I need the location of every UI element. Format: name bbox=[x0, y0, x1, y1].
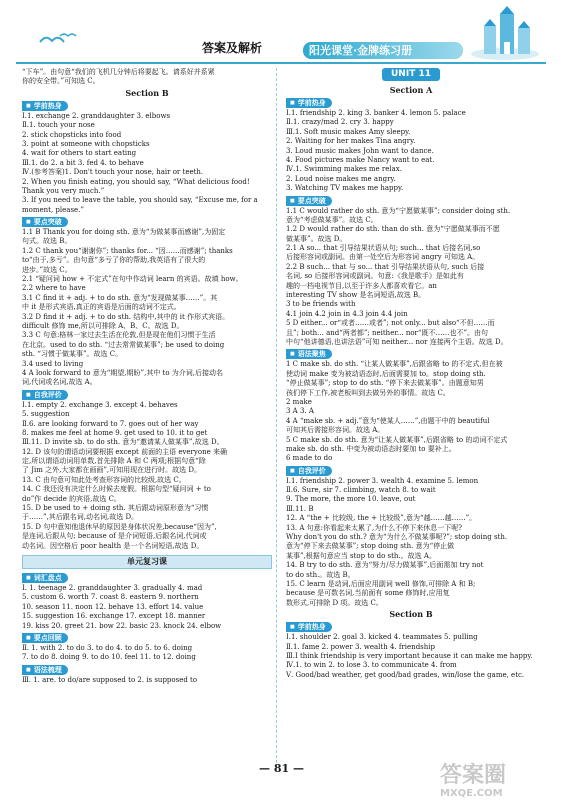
answer-line: 意为“停下来去做某事”; stop doing sth. 意为“停止做 bbox=[286, 542, 455, 551]
answer-line: Thank you very much.” bbox=[22, 186, 105, 195]
subsection-title: Section A bbox=[389, 85, 433, 95]
answer-line: 于……”,其后跟名词,动名词,故选 D。 bbox=[22, 513, 139, 522]
answer-line: 3 to be friends with bbox=[286, 300, 356, 309]
header-brand: 阳光课堂·金牌练习册 bbox=[303, 42, 463, 59]
answer-line: 1 C make sb. do sth. “让某人做某事”,后跟省略 to 的不定式,但在被 bbox=[286, 360, 503, 369]
answer-line: 1.2 C thank you“谢谢你”; thanks for... “因……而感谢”; thanks bbox=[22, 246, 233, 255]
header-rule bbox=[16, 62, 546, 64]
answer-line: Ⅲ. 1. are. to do/are supposed to 2. is supposed to bbox=[22, 675, 198, 684]
answer-line: 意为“考虑做某事”。故选 C。 bbox=[286, 215, 378, 224]
answer-line: 13. C 由句意可知此处考查形容词的比较级,故选 C。 bbox=[22, 475, 186, 484]
answer-line: 14. C 我还没有决定什么时候去度假。根据句型“疑问词 + to bbox=[22, 485, 211, 494]
answer-line: because 是可数名词,当前面有 some 修饰时,应用复 bbox=[286, 589, 450, 598]
answer-line: Ⅲ.1. Soft music makes Amy sleepy. bbox=[286, 127, 411, 136]
answer-line: Ⅰ.1. friendship 2. king 3. banker 4. lemon 5. palace bbox=[286, 109, 466, 117]
answer-line: 3.3 C 句意:格林一家过去生活在伦敦,但是现在他们习惯于生活 bbox=[22, 331, 216, 340]
answer-line: make sb. do sth. 中变为被动语态时要加 to 要补上。 bbox=[286, 444, 456, 453]
answer-line: 动名词。因空格后 poor health 是一个名词短语,故选 D。 bbox=[22, 541, 204, 550]
answer-line: 且”; both... and“两者都”; neither... nor“既不……也不”。由句 bbox=[286, 328, 489, 337]
answer-line: 12. A “the + 比较级, the + 比较级”,意为“越……越……”。 bbox=[286, 514, 477, 523]
answer-line: 4. Food pictures make Nancy want to eat. bbox=[286, 155, 435, 164]
answer-line: Ⅲ.1. do 2. a bit 3. fed 4. to behave bbox=[22, 158, 144, 167]
subsection-title: Section B bbox=[125, 87, 169, 98]
unit-title bbox=[286, 68, 536, 84]
answer-line: 后接形容词或副词。由第一处空后为形容词 angry 可知选 A。 bbox=[286, 253, 480, 262]
answer-line: 7. to do 8. doing 9. to do 10. feel 11. to 12. doing bbox=[22, 653, 196, 662]
answer-line: 做某事”。故选 D。 bbox=[286, 234, 347, 243]
answer-line: 3. Watching TV makes me happy. bbox=[286, 184, 404, 193]
answer-line: Ⅲ.I think friendship is very important because it can make me happy. bbox=[286, 651, 533, 660]
section-tag bbox=[22, 664, 272, 676]
section-tag-label: ■ 要点突破 bbox=[286, 196, 332, 206]
answer-line: 句式。故选 B。 bbox=[22, 237, 72, 246]
header-title: 答案及解析 bbox=[202, 41, 263, 55]
answer-line: Ⅳ.1. to win 2. to lose 3. to communicate 4. from bbox=[286, 661, 457, 670]
answer-line: 2.2 where to have bbox=[22, 284, 86, 293]
answer-line: 2. stick chopsticks into food bbox=[22, 130, 122, 139]
answer-line: difficult 修饰 me,所以可排除 A、B、C。故选 D。 bbox=[22, 321, 184, 330]
answer-line: do”作 decide 的宾语,故选 C。 bbox=[22, 494, 121, 503]
answer-line: Ⅰ. 1. teenage 2. granddaughter 3. gradually 4. mad bbox=[22, 583, 203, 592]
answer-line: Ⅰ.1. shoulder 2. goal 3. kicked 4. teammates 5. pulling bbox=[286, 633, 478, 642]
answer-line: 13. A 句意:你看起来太累了,为什么不停下来休息一下呢? bbox=[286, 523, 462, 532]
answer-line: 中句“他讲德语,也讲法语”可知 neither... nor 连接两个主语。故选 D。 bbox=[286, 337, 508, 346]
column-divider bbox=[276, 68, 277, 763]
answer-line: 15. D be used to + doing sth. 其后跟动词原形意为“习惯 bbox=[22, 504, 209, 513]
answer-line: Ⅱ.1. fame 2. power 3. wealth 4. friendship bbox=[286, 642, 435, 651]
answer-line: interesting TV show 是名词短语,故选 B。 bbox=[286, 291, 426, 300]
answer-line: Ⅱ.6. are looking forward to 7. goes out of her way bbox=[22, 419, 199, 428]
section-tag-label: ■ 学前热身 bbox=[22, 101, 68, 111]
answer-line: 15. D 句中意知他退休早的原因是身体状况差,because“因为”, bbox=[22, 522, 217, 531]
answer-line: 19. kiss 20. greet 21. bow 22. basic 23. knock 24. elbow bbox=[22, 621, 222, 630]
watermark-main: 答案圈 bbox=[440, 763, 507, 788]
section-tag bbox=[22, 389, 272, 401]
watermark-url: MXQE.COM bbox=[440, 788, 503, 799]
answer-line: 15. suggestion 16. exchange 17. except 18. manner bbox=[22, 612, 206, 621]
answer-line: 2. When you finish eating, you should say, “What delicious food! bbox=[22, 177, 250, 186]
section-tag bbox=[286, 195, 536, 207]
section-tag bbox=[22, 216, 272, 228]
answer-line: Ⅱ. 1. with 2. to do 3. to do 4. to do 5. to 6. doing bbox=[22, 643, 193, 652]
section-tag bbox=[286, 621, 536, 633]
answer-line: 1.2 D would rather do sth. than do sth. 意为“宁愿做某事而不愿 bbox=[286, 225, 500, 234]
answer-line: 2. Waiting for her makes Tina angry. bbox=[286, 137, 416, 146]
left-column bbox=[22, 68, 272, 685]
answer-line: 4 A look forward to 意为“期望,期盼”,其中 to 为介词,后接动名 bbox=[22, 368, 224, 377]
answer-line: 趣的一档电视节目,以至于许多人都喜欢看它。an bbox=[286, 281, 437, 290]
section-tag bbox=[22, 572, 272, 584]
right-column bbox=[286, 68, 536, 680]
answer-line: Ⅱ.1. crazy/mad 2. cry 3. happy bbox=[286, 118, 394, 127]
answer-line: 3.1 C find it + adj. + to do sth. 意为“发现做某事……”。其 bbox=[22, 293, 218, 302]
answer-line: to“由于,多亏”。由句意“多亏了你的帮助,我英语有了很大的 bbox=[22, 256, 206, 265]
section-tag bbox=[286, 465, 536, 477]
answer-line: 2.1 “疑问词 how + 不定式”在句中作动词 learn 的宾语。故填 how。 bbox=[22, 275, 243, 284]
answer-line: Ⅰ.1. friendship 2. power 3. wealth 4. examine 5. lemon bbox=[286, 476, 479, 485]
subsection-title: Section B bbox=[389, 609, 433, 620]
chapter-review-title: 单元复习课 bbox=[22, 555, 272, 569]
watermark bbox=[440, 764, 555, 800]
answer-line: 2 make bbox=[286, 397, 312, 406]
section-tag bbox=[22, 632, 272, 644]
seagull-icon bbox=[38, 30, 78, 50]
answer-line: Ⅱ.1. touch your nose bbox=[22, 121, 95, 130]
answer-line: 9. The more, the more 10. leave, out bbox=[286, 495, 416, 504]
answer-line: 某事”,根据句意应当 stop to do sth.。故选 A。 bbox=[286, 551, 436, 560]
answer-line: 4.1 join 4.2 join in 4.3 join 4.4 join bbox=[286, 309, 408, 318]
answer-line: 5. suggestion bbox=[22, 410, 70, 419]
answer-line: Ⅴ. Good/bad weather, get good/bad grades, win/lose the game, etc. bbox=[286, 670, 525, 679]
answer-line: 进步。”故选 C。 bbox=[22, 265, 72, 274]
answer-line: 10. season 11. noon 12. behave 13. effort 14. value bbox=[22, 602, 204, 611]
page-number: — 81 — bbox=[259, 762, 304, 775]
section-tag-label: ■ 学前热身 bbox=[286, 622, 332, 632]
answer-line: 12. D 该句的谓语动词要根据 except 前面的主语 everyone 来确 bbox=[22, 447, 227, 456]
section-tag-label: ■ 要点回顾 bbox=[22, 633, 68, 643]
answer-line: 6 made to do bbox=[286, 454, 333, 463]
answer-line: Why don't you do sth.? 意为“为什么不做某事呢?”; stop doing sth. bbox=[286, 533, 508, 542]
answer-line: 1.1 C would rather do sth. 意为“宁愿做某事”; consider doing sth. bbox=[286, 206, 511, 215]
section-tag bbox=[22, 100, 272, 112]
answer-line: Ⅰ.1. exchange 2. granddaughter 3. elbows bbox=[22, 111, 171, 120]
answer-line: Ⅱ.6. Sure, sir 7. climbing, watch 8. to wait bbox=[286, 486, 436, 495]
answer-line: 2.1 A so... that 引导结果状语从句; such... that 后接名词,so bbox=[286, 244, 481, 253]
unit-title-label: UNIT 11 bbox=[382, 68, 440, 81]
answer-line: 8. makes me feel at home 9. get used to 10. it to get bbox=[22, 428, 208, 437]
section-tag-label: ■ 要点突破 bbox=[22, 217, 68, 227]
answer-line: Ⅳ.1. Swimming makes me relax. bbox=[286, 165, 402, 174]
answer-line: 3 A 3. A bbox=[286, 407, 314, 416]
answer-line: 4. wait for others to start eating bbox=[22, 149, 137, 158]
answer-line: 3.4 used to living bbox=[22, 359, 84, 368]
answer-line: 1.1 B Thank you for doing sth. 意为“为做某事而感谢”,为固定 bbox=[22, 228, 226, 237]
answer-line: 名词, so 后接形容词或副词。句意:《我是歌手》是如此有 bbox=[286, 272, 464, 281]
castle-icon bbox=[470, 6, 540, 60]
answer-line: 中 it 是形式宾语,真正的宾语是后面的动词不定式。 bbox=[22, 303, 181, 312]
answer-line: 4 A “make sb. + adj.”意为“使某人……”,由题干中的 beautiful bbox=[286, 416, 490, 425]
answer-line: 3. Loud music makes John want to dance. bbox=[286, 146, 434, 155]
answer-line: to do sth.。故选 B。 bbox=[286, 570, 355, 579]
answer-line: sth. “习惯于做某事”。故选 C。 bbox=[22, 350, 123, 359]
section-tag-label: ■ 学前热身 bbox=[286, 98, 332, 108]
answer-line: 5 C make sb. do sth. 意为“让某人做某事”,后跟省略 to 的动词不定式 bbox=[286, 435, 508, 444]
answer-line: moment, please.” bbox=[22, 205, 84, 214]
answer-line: Ⅰ.1. empty 2. exchange 3. except 4. behaves bbox=[22, 400, 178, 409]
answer-line: 15. C learn 是动词,后面应用副词 well 修饰,可排除 A 和 B; bbox=[286, 579, 476, 588]
section-tag-label: ■ 语法聚焦 bbox=[286, 349, 332, 359]
answer-line: 你的安全带。”可知选 C。 bbox=[22, 77, 100, 86]
answer-line: 可知其后需接形容词。故选 A。 bbox=[286, 426, 385, 435]
answer-line: Ⅳ.(参考答案)1. Don't touch your nose, hair or teeth. bbox=[22, 168, 204, 177]
answer-line: 5 D either... or“或者……或者”; not only... but also“不但……而 bbox=[286, 319, 495, 328]
answer-line: “下车”。由句意“我们的飞机几分钟后将要起飞。请系好并系紧 bbox=[22, 68, 215, 76]
answer-line: 在北京。used to do sth. “过去常常做某事”; be used to doing bbox=[22, 340, 225, 349]
section-tag-label: ■ 词汇盘点 bbox=[22, 573, 68, 583]
answer-line: 了 Jim 之外,大家都在画画”,可知用现在进行时。故选 D。 bbox=[22, 466, 201, 475]
answer-line: 2.2 B such... that 与 so... that 引导结果状语从句, such 后接 bbox=[286, 262, 485, 271]
section-tag bbox=[286, 97, 536, 109]
section-tag-label: ■ 语法梳理 bbox=[22, 665, 68, 675]
answer-line: 5. custom 6. worth 7. coast 8. eastern 9. northern bbox=[22, 593, 199, 602]
answer-line: “停止做某事”; stop to do sth. “停下来去做某事”。由题意知男 bbox=[286, 379, 484, 388]
answer-line: Ⅲ.11. B bbox=[286, 504, 314, 513]
answer-line: 2. Loud noise makes me angry. bbox=[286, 174, 396, 183]
section-tag bbox=[286, 348, 536, 360]
answer-line: 3. If you need to leave the table, you should say, “Excuse me, for a bbox=[22, 196, 258, 205]
answer-line: 定,所以谓语动词用单数,首先排除 A 和 C 两项;根据句意“除 bbox=[22, 457, 206, 466]
answer-line: 词,代词或名词,故选 A。 bbox=[22, 378, 97, 387]
answer-line: Ⅲ.11. D invite sb. to do sth. 意为“邀请某人做某事”,故选 D。 bbox=[22, 438, 224, 447]
section-tag-label: ■ 自我评价 bbox=[22, 390, 68, 400]
page-header bbox=[0, 0, 563, 64]
answer-line: 数形式,可排除 D 项。故选 C。 bbox=[286, 598, 383, 607]
answer-line: 孩们停下工作,被老板叫到去做另外的事情。故选 C。 bbox=[286, 388, 450, 397]
answer-line: 3.2 D find it + adj. + to do sth. 结构中,其中的 it 作形式宾语。 bbox=[22, 312, 230, 321]
answer-line: 14. B try to do sth. 意为“努力/尽力做某事”,后面需加 try not bbox=[286, 561, 484, 570]
answer-line: 是连词,后跟从句; because of 是介词短语,后跟名词,代词或 bbox=[22, 532, 207, 541]
answer-line: 使动词 make 变为被动语态时,后面需要加 to。stop doing sth. bbox=[286, 369, 486, 378]
answer-line: 3. point at someone with chopsticks bbox=[22, 139, 150, 148]
section-tag-label: ■ 自我评价 bbox=[286, 466, 332, 476]
